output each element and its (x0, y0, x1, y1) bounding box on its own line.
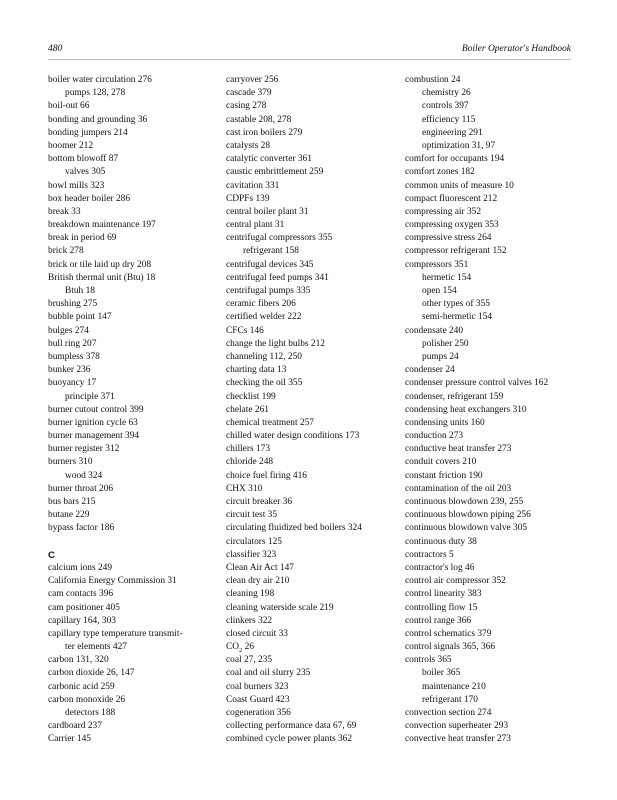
index-entry: conduit covers 210 (405, 457, 477, 468)
index-entry: bonding and grounding 36 (48, 114, 148, 125)
index-entry: control air compressor 352 (405, 576, 506, 587)
page-number: 480 (48, 44, 63, 54)
index-entry: Clean Air Act 147 (226, 562, 294, 573)
index-entry: CDPFs 139 (226, 193, 270, 204)
index-entry: cardboard 237 (48, 721, 102, 732)
index-subentry: engineering 291 (422, 127, 483, 138)
index-subentry: optimization 31, 97 (422, 140, 496, 151)
index-entry: bowl mills 323 (48, 180, 105, 191)
index-entry: British thermal unit (Btu) 18 (48, 272, 156, 283)
index-column-left (48, 74, 218, 747)
index-subentry: ter elements 427 (65, 642, 127, 653)
index-entry: condensing units 160 (405, 417, 485, 428)
index-entry: controlling flow 15 (405, 602, 478, 613)
index-entry: carbon monoxide 26 (48, 694, 126, 705)
index-entry: cleaning waterside scale 219 (226, 602, 334, 613)
index-entry: continuous blowdown piping 256 (405, 510, 531, 521)
index-entry: control range 366 (405, 615, 472, 626)
index-entry: choice fuel firing 416 (226, 470, 307, 481)
index-entry: change the light bulbs 212 (226, 338, 325, 349)
index-entry: compressors 351 (405, 259, 469, 270)
index-entry: butane 229 (48, 510, 90, 521)
index-entry: cleaning 198 (226, 589, 275, 600)
index-entry: condenser pressure control valves 162 (405, 378, 549, 389)
index-entry: chillers 173 (226, 444, 271, 455)
index-entry: condensing heat exchangers 310 (405, 404, 527, 415)
index-entry: convection section 274 (405, 708, 492, 718)
index-entry: boomer 212 (48, 140, 94, 151)
index-entry: centrifugal compressors 355 (226, 233, 333, 244)
index-entry: bus bars 215 (48, 497, 96, 507)
index-entry: certified welder 222 (226, 312, 302, 323)
index-column-right (405, 74, 580, 747)
index-entry: compressing oxygen 353 (405, 220, 499, 231)
index-entry: combined cycle power plants 362 (226, 734, 353, 745)
index-entry: cavitation 331 (226, 180, 280, 191)
index-entry: control signals 365, 366 (405, 642, 496, 653)
index-subentry: refrigerant 158 (243, 246, 299, 257)
index-entry: channeling 112, 250 (226, 351, 302, 362)
index-entry: centrifugal pumps 335 (226, 286, 311, 296)
index-entry: coal 27, 235 (226, 655, 273, 666)
index-entry: condensate 240 (405, 325, 464, 336)
index-entry: chemical treatment 257 (226, 417, 314, 428)
book-title: Boiler Operator's Handbook (461, 44, 571, 54)
index-entry: compressor refrigerant 152 (405, 246, 507, 257)
index-entry: bottom blowoff 87 (48, 154, 119, 165)
index-subentry: chemistry 26 (422, 88, 471, 99)
index-subentry: other types of 355 (422, 299, 490, 310)
index-entry: $CO_2$ 26 (226, 642, 254, 654)
index-entry: burner register 312 (48, 444, 120, 455)
index-entry: carbon 131, 320 (48, 655, 109, 666)
index-entry: continuous blowdown valve 305 (405, 523, 528, 534)
index-entry: ceramic fibers 206 (226, 299, 296, 310)
index-entry: carbon dioxide 26, 147 (48, 668, 135, 679)
index-entry: chelate 261 (226, 404, 269, 415)
index-entry: collecting performance data 67, 69 (226, 721, 357, 732)
index-entry: capillary type temperature transmit- (48, 628, 183, 639)
index-entry: carbonic acid 259 (48, 681, 115, 692)
index-entry: centrifugal devices 345 (226, 259, 314, 270)
index-entry: circulating fluidized bed boilers 324 (226, 523, 362, 534)
index-entry: coal burners 323 (226, 681, 289, 692)
index-entry: classifier 323 (226, 549, 277, 560)
index-entry: cam positioner 405 (48, 602, 120, 613)
index-entry: cogeneration 356 (226, 708, 291, 718)
index-entry: calcium ions 249 (48, 562, 113, 573)
index-entry: chilled water design conditions 173 (226, 431, 360, 442)
index-subentry: hermetic 154 (422, 272, 472, 283)
index-entry: bypass factor 186 (48, 523, 115, 534)
index-entry: bubble point 147 (48, 312, 112, 323)
index-entry: compressing air 352 (405, 206, 482, 217)
index-entry: brick or tile laid up dry 208 (48, 259, 152, 270)
index-entry: chloride 248 (226, 457, 274, 468)
index-entry: bumpless 378 (48, 351, 100, 362)
index-subentry: refrigerant 170 (422, 694, 478, 705)
index-entry: coal and oil slurry 235 (226, 668, 311, 679)
index-subentry: open 154 (422, 286, 457, 296)
index-entry: catalysts 28 (226, 140, 271, 151)
index-entry: constant friction 190 (405, 470, 483, 481)
index-entry: compact fluorescent 212 (405, 193, 498, 204)
index-entry: clinkers 322 (226, 615, 273, 626)
index-entry: closed circuit 33 (226, 628, 288, 639)
index-entry: burner throat 206 (48, 483, 114, 494)
index-entry: convective heat transfer 273 (405, 734, 511, 745)
running-header (48, 41, 571, 60)
index-subentry: pumps 128, 278 (65, 88, 126, 99)
index-entry: continuous duty 38 (405, 536, 477, 547)
index-subentry: wood 324 (65, 470, 103, 481)
index-entry: central plant 31 (226, 220, 285, 231)
index-entry: boiler water circulation 276 (48, 75, 152, 85)
index-entry: charting data 13 (226, 365, 287, 376)
index-entry: circuit breaker 36 (226, 497, 293, 507)
index-entry: box header boiler 286 (48, 193, 131, 204)
index-subentry: maintenance 210 (422, 681, 486, 692)
index-entry: comfort zones 182 (405, 167, 475, 178)
index-entry: California Energy Commission 31 (48, 576, 177, 587)
index-entry: clean dry air 210 (226, 576, 290, 587)
index-entry: capillary 164, 303 (48, 615, 116, 626)
index-entry: comfort for occupants 194 (405, 154, 505, 165)
index-subentry: semi-hermetic 154 (422, 312, 493, 323)
index-entry: bunker 236 (48, 365, 91, 376)
index-subentry: controls 397 (422, 101, 469, 112)
section-gap (48, 536, 218, 549)
index-entry: condenser, refrigerant 159 (405, 391, 504, 402)
index-entry: conductive heat transfer 273 (405, 444, 512, 455)
index-entry: brick 278 (48, 246, 84, 257)
index-entry: break in period 69 (48, 233, 117, 244)
index-entry: caustic embrittlement 259 (226, 167, 324, 178)
index-entry: castable 208, 278 (226, 114, 292, 125)
index-entry: cast iron boilers 279 (226, 127, 303, 138)
index-subentry: Btuh 18 (65, 286, 95, 296)
index-entry: contractor's log 46 (405, 562, 475, 573)
index-subentry: boiler 365 (422, 668, 461, 679)
index-entry: control linearity 383 (405, 589, 482, 600)
index-entry: continuous blowdown 239, 255 (405, 497, 524, 507)
index-entry: contamination of the oil 203 (405, 483, 512, 494)
index-subentry: principle 371 (65, 391, 115, 402)
index-entry: burners 310 (48, 457, 93, 468)
index-entry: bonding jumpers 214 (48, 127, 128, 138)
index-subentry: polisher 250 (422, 338, 469, 349)
index-entry: common units of measure 10 (405, 180, 514, 191)
index-entry: centrifugal feed pumps 341 (226, 272, 329, 283)
index-entry: Coast Guard 423 (226, 694, 290, 705)
index-entry: burner cutout control 399 (48, 404, 144, 415)
index-entry: burner ignition cycle 63 (48, 417, 138, 428)
index-subentry: detectors 188 (65, 708, 116, 718)
index-entry: central boiler plant 31 (226, 206, 309, 217)
index-subentry: valves 305 (65, 167, 106, 178)
index-entry: combustion 24 (405, 75, 461, 85)
index-entry: cascade 379 (226, 88, 272, 99)
index-entry: boil-out 66 (48, 101, 90, 112)
index-subentry: pumps 24 (422, 351, 459, 362)
index-entry: convection superheater 293 (405, 721, 509, 732)
index-entry: contractors 5 (405, 549, 454, 560)
index-entry: catalytic converter 361 (226, 154, 312, 165)
index-subentry: efficiency 115 (422, 114, 476, 125)
index-entry: bulges 274 (48, 325, 89, 336)
index-entry: breakdown maintenance 197 (48, 220, 156, 231)
index-entry: checklist 199 (226, 391, 276, 402)
index-entry: circuit test 35 (226, 510, 278, 521)
index-entry: compressive stress 264 (405, 233, 492, 244)
index-entry: casing 278 (226, 101, 267, 112)
index-entry: CHX 310 (226, 483, 263, 494)
index-entry: bull ring 207 (48, 338, 97, 349)
index-entry: circulators 125 (226, 536, 282, 547)
index-entry: burner management 394 (48, 431, 140, 442)
index-entry: carryover 256 (226, 75, 279, 85)
index-column-middle (226, 74, 398, 747)
index-entry: cam contacts 396 (48, 589, 114, 600)
index-entry: break 33 (48, 206, 81, 217)
section-letter: C (48, 549, 55, 561)
index-entry: brushing 275 (48, 299, 98, 310)
index-entry: conduction 273 (405, 431, 464, 442)
index-entry: controls 365 (405, 655, 452, 666)
index-entry: checking the oil 355 (226, 378, 303, 389)
index-entry: CFCs 146 (226, 325, 264, 336)
index-entry: control schematics 379 (405, 628, 492, 639)
index-entry: condenser 24 (405, 365, 455, 376)
index-entry: Carrier 145 (48, 734, 91, 745)
index-entry: buoyancy 17 (48, 378, 97, 389)
